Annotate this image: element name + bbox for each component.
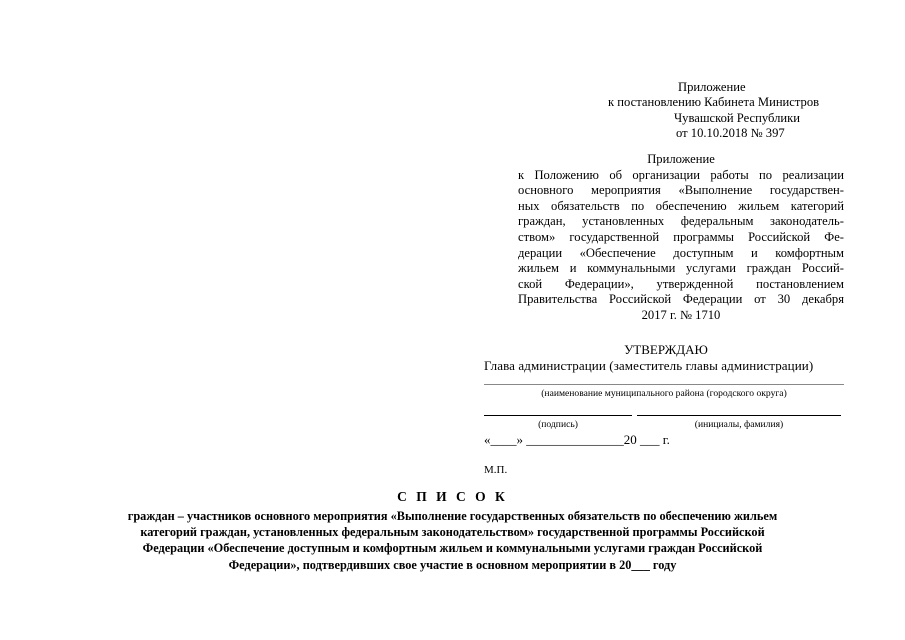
initials-blank <box>637 415 841 416</box>
appendix-label: Приложение <box>647 152 715 166</box>
regulation-text-line: Правительства Российской Федерации от 30 декабря <box>518 292 844 307</box>
regulation-text-line: жильем и коммунальными услугами граждан Россий- <box>518 261 844 276</box>
initials-caption: (инициалы, фамилия) <box>694 419 784 430</box>
appendix-label: Приложение <box>678 80 746 94</box>
list-heading: С П И С О К <box>397 489 508 504</box>
regulation-text-line: основного мероприятия «Выполнение государствен- <box>518 183 844 198</box>
municipal-name-blank <box>484 384 844 385</box>
decree-date-number: от 10.10.2018 № 397 <box>676 126 785 141</box>
municipal-name-caption: (наименование муниципального района (городского округа) <box>541 388 787 399</box>
regulation-text-line: дерации «Обеспечение доступным и комфортным <box>518 245 844 260</box>
decree-reference: к постановлению Кабинета Министров <box>608 95 820 110</box>
list-subtitle-line: граждан – участников основного мероприятия «Выполнение государственных обязательств по обеспечению жильем <box>127 509 778 523</box>
approval-title: УТВЕРЖДАЮ <box>624 342 708 357</box>
regulation-text-line: ской Федерации», утвержденной постановлением <box>518 276 844 291</box>
list-subtitle-line: категорий граждан, установленных федеральным законодательством» государственной программы Российской <box>140 525 765 540</box>
appendix-header-decree <box>590 80 860 142</box>
approval-head-title: Глава администрации (заместитель главы администрации) <box>484 358 814 373</box>
appendix-header-regulation <box>518 152 844 324</box>
approval-date-blank: «____» _______________20 ___ г. <box>484 432 670 447</box>
list-subtitle-line: Федерации «Обеспечение доступным и комфортным жильем и коммунальными услугами граждан Российской <box>142 541 763 556</box>
signature-blank <box>484 415 632 416</box>
regulation-text-line: к Положению об организации работы по реализации <box>518 167 844 182</box>
approval-block <box>484 342 848 476</box>
republic-name: Чувашской Республики <box>674 110 800 125</box>
list-subtitle-line: Федерации», подтвердивших свое участие в основном мероприятии в 20___ году <box>228 557 677 572</box>
regulation-text-line: 2017 г. № 1710 <box>641 307 721 322</box>
regulation-text-line: ством» государственной программы Российской Фе- <box>518 229 844 244</box>
regulation-text-line: граждан, установленных федеральным законодатель- <box>518 214 844 229</box>
stamp-placeholder: М.П. <box>484 464 508 476</box>
signature-caption: (подпись) <box>538 419 578 430</box>
list-subtitle <box>60 508 845 573</box>
regulation-text-line: ных обязательств по обеспечению жильем категорий <box>518 198 844 213</box>
